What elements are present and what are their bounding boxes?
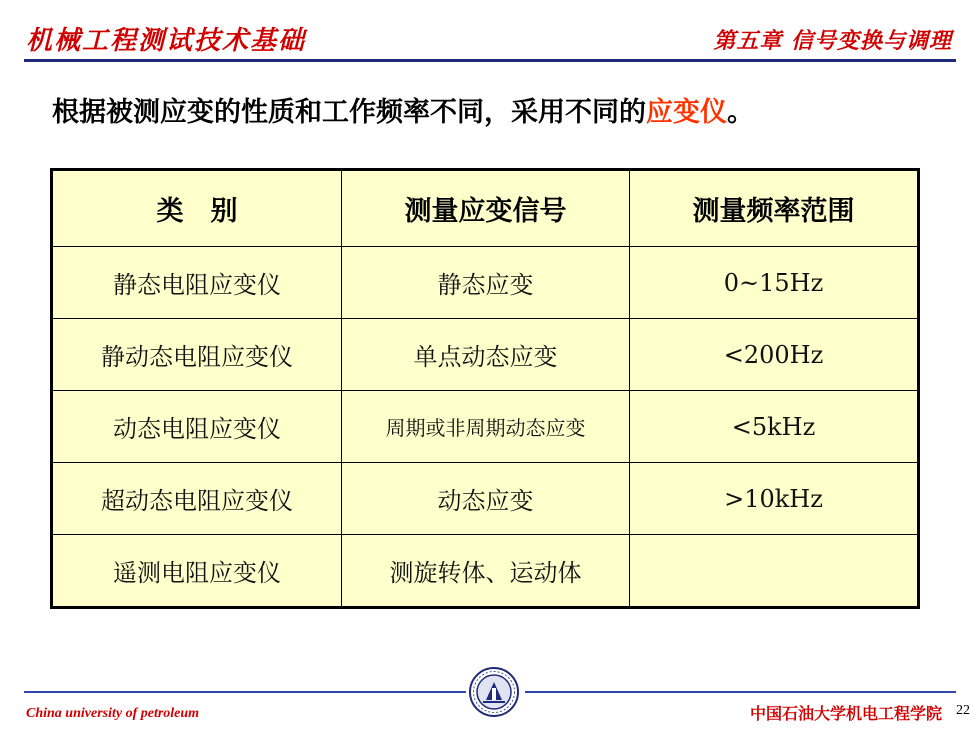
header-divider	[24, 59, 956, 62]
table-cell: <200Hz	[630, 319, 918, 391]
footer-university-name: China university of petroleum	[26, 706, 200, 721]
strain-gauge-table	[52, 170, 918, 607]
table-cell: <5kHz	[630, 391, 918, 463]
footer-school-name: 中国石油大学机电工程学院	[749, 704, 942, 723]
table-cell	[630, 535, 918, 607]
table-cell: >10kHz	[630, 463, 918, 535]
table-row	[53, 463, 918, 535]
intro-sentence	[52, 90, 754, 129]
table-cell: 超动态电阻应变仪	[53, 463, 342, 535]
table-cell: 动态应变	[342, 463, 630, 535]
chapter-title: 第五章 信号变换与调理	[713, 28, 952, 54]
table-cell: 测旋转体、运动体	[342, 535, 630, 607]
table-cell: 遥测电阻应变仪	[53, 535, 342, 607]
column-header-frequency: 测量频率范围	[630, 171, 918, 247]
table-cell: 周期或非周期动态应变	[342, 391, 630, 463]
column-header-category: 类 别	[53, 171, 342, 247]
university-emblem-icon	[468, 666, 520, 718]
page-number: 22	[956, 703, 970, 718]
footer-divider-left	[24, 691, 466, 693]
table-cell: 静态电阻应变仪	[53, 247, 342, 319]
table-row	[53, 391, 918, 463]
table-row	[53, 247, 918, 319]
table-row	[53, 319, 918, 391]
table-cell: 0~15Hz	[630, 247, 918, 319]
table-header-row	[53, 171, 918, 247]
column-header-signal: 测量应变信号	[342, 171, 630, 247]
table-cell: 静动态电阻应变仪	[53, 319, 342, 391]
table-row	[53, 535, 918, 607]
intro-text: 根据被测应变的性质和工作频率不同，采用不同的	[52, 97, 646, 128]
intro-ending: 。	[727, 97, 754, 128]
intro-highlight: 应变仪	[646, 97, 727, 128]
course-title: 机械工程测试技术基础	[26, 26, 307, 56]
table-cell: 动态电阻应变仪	[53, 391, 342, 463]
table-cell: 单点动态应变	[342, 319, 630, 391]
table-cell: 静态应变	[342, 247, 630, 319]
footer-divider-right	[525, 691, 956, 693]
